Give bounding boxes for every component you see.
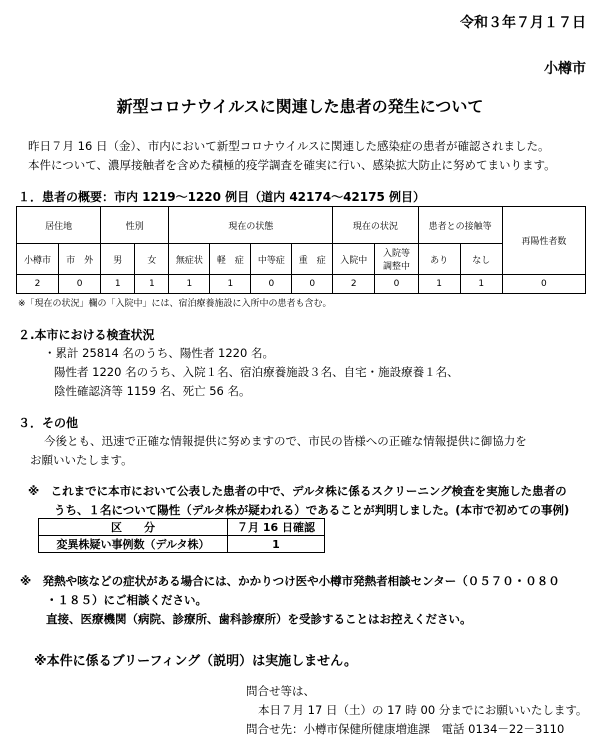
value-mild: 1 xyxy=(210,275,251,294)
delta-line: ※ これまでに本市において公表した患者の中で、デルタ株に係るスクリーニング検査を実施した患者の xyxy=(28,484,567,498)
subheader-adjusting-line: 調整中 xyxy=(382,262,410,272)
inquiry-contact: 問合せ先：小樽市保健所健康増進課 電話 0134－22－3110 xyxy=(246,722,565,736)
inquiry-deadline: 本日７月 17 日（土）の 17 時 00 分までにお願いいたします。 xyxy=(258,703,588,717)
subheader-asymptomatic: 無症状 xyxy=(169,244,210,275)
patient-summary-table xyxy=(16,206,586,294)
subheader-male: 男 xyxy=(101,244,135,275)
subheader-moderate: 中等症 xyxy=(251,244,292,275)
value-moderate: 0 xyxy=(251,275,292,294)
test-status-line: 陰性確認済等 1159 名、死亡 56 名。 xyxy=(54,384,251,398)
header-gender: 性別 xyxy=(101,207,169,244)
subheader-contact-yes: あり xyxy=(418,244,460,275)
value-contact-no: 1 xyxy=(460,275,502,294)
table-footnote: ※「現在の状況」欄の「入院中」には、宿泊療養施設に入所中の患者も含む。 xyxy=(18,299,332,309)
header-repositive: 再陽性者数 xyxy=(502,207,585,275)
value-contact-yes: 1 xyxy=(418,275,460,294)
subheader-mild: 軽 症 xyxy=(210,244,251,275)
fever-line: ※ 発熱や咳などの症状がある場合には、かかりつけ医や小樽市発熱者相談センター（０５７０・０８０ xyxy=(20,574,560,588)
value-repositive: 0 xyxy=(502,275,585,294)
value-severe: 0 xyxy=(292,275,333,294)
section3-heading: ３．その他 xyxy=(18,416,79,430)
value-asymptomatic: 1 xyxy=(169,275,210,294)
delta-col-category: 区 分 xyxy=(39,519,228,536)
intro-line: 本件について、濃厚接触者を含めた積極的疫学調査を確実に行い、感染拡大防止に努めてまいります。 xyxy=(28,158,556,172)
test-status-text xyxy=(44,344,459,401)
table-row xyxy=(39,536,325,553)
intro-paragraph xyxy=(28,137,593,175)
intro-line: 昨日７月 16 日（金）、市内において新型コロナウイルスに関連した感染症の患者が確認されました。 xyxy=(28,139,550,153)
subheader-severe: 重 症 xyxy=(292,244,333,275)
delta-row-value: 1 xyxy=(228,536,325,553)
subheader-otaru: 小樽市 xyxy=(17,244,59,275)
delta-row-label: 変異株疑い事例数（デルタ株） xyxy=(39,536,228,553)
header-residence: 居住地 xyxy=(17,207,101,244)
delta-col-date: ７月 16 日確認 xyxy=(228,519,325,536)
subheader-adjusting-line: 入院等 xyxy=(382,249,410,259)
subheader-contact-no: なし xyxy=(460,244,502,275)
table-row xyxy=(17,275,586,294)
header-status: 現在の状況 xyxy=(333,207,418,244)
inquiry-label: 問合せ等は、 xyxy=(246,684,315,698)
other-line: 今後とも、迅速で正確な情報提供に努めますので、市民の皆様への正確な情報提供に御協力を xyxy=(44,434,527,448)
fever-line: 直接、医療機関（病院、診療所、歯科診療所）を受診することはお控えください。 xyxy=(46,612,472,626)
subheader-hospitalized: 入院中 xyxy=(333,244,375,275)
other-line: お願いいたします。 xyxy=(30,453,133,467)
test-status-line: 陽性者 1220 名のうち、入院１名、宿泊療養施設３名、自宅・施設療養１名、 xyxy=(54,365,459,379)
value-adjusting: 0 xyxy=(375,275,418,294)
section2-heading: ２.本市における検査状況 xyxy=(18,328,155,342)
delta-notice xyxy=(28,482,569,520)
value-hospitalized: 2 xyxy=(333,275,375,294)
value-female: 1 xyxy=(135,275,169,294)
subheader-adjusting xyxy=(375,244,418,275)
header-contact: 患者との接触等 xyxy=(418,207,502,244)
document-date: 令和３年７月１７日 xyxy=(460,15,586,31)
document-title: 新型コロナウイルスに関連した患者の発生について xyxy=(116,97,484,116)
issuer-city: 小樽市 xyxy=(544,61,586,77)
header-condition: 現在の状態 xyxy=(169,207,333,244)
subheader-female: 女 xyxy=(135,244,169,275)
test-status-line: ・累計 25814 名のうち、陽性者 1220 名。 xyxy=(44,346,274,360)
section1-heading: １．患者の概要：市内 1219～1220 例目（道内 42174～42175 例目） xyxy=(18,190,426,204)
fever-line: ・１８５）にご相談ください。 xyxy=(46,593,207,607)
delta-variant-table xyxy=(38,518,325,553)
other-text xyxy=(30,432,527,470)
value-male: 1 xyxy=(101,275,135,294)
subheader-outside: 市 外 xyxy=(59,244,101,275)
value-outside: 0 xyxy=(59,275,101,294)
value-otaru: 2 xyxy=(17,275,59,294)
fever-notice xyxy=(20,572,560,629)
briefing-notice: ※本件に係るブリーフィング（説明）は実施しません。 xyxy=(34,654,357,669)
delta-line: うち、１名について陽性（デルタ株が疑われる）であることが判明しました。(本市で初めての事例) xyxy=(54,503,570,517)
